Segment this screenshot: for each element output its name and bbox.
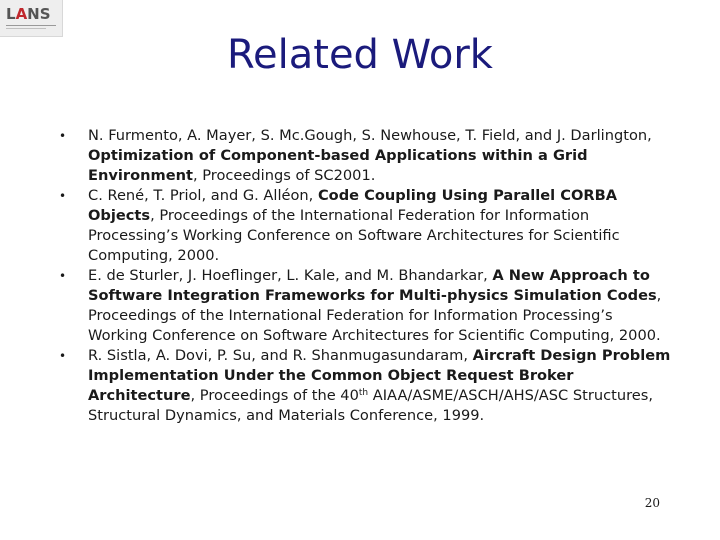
reference-authors: R. Sistla, A. Dovi, P. Su, and R. Shanmugasundaram,	[88, 347, 473, 364]
logo-wordmark	[6, 5, 51, 23]
logo-underline	[6, 25, 56, 26]
logo-letter-a: A	[15, 5, 28, 23]
reference-venue-continued: AIAA/ASME/ASCH/AHS/ASC Structures, Structural Dynamics, and Materials Conference, 1999.	[88, 387, 653, 424]
logo-letters-ns: NS	[27, 5, 51, 23]
reference-title: Aircraft Design Problem Implementation Under the Common Object Request Broker Architecture	[88, 347, 671, 404]
reference-title: Optimization of Component-based Applications within a Grid Environment	[88, 147, 588, 184]
bullet: •	[59, 349, 67, 363]
bullet: •	[59, 189, 67, 203]
reference-venue: , Proceedings of the International Federation for Information Processing’s Working Conference on Software Architectures for Scientific Computing, 2000.	[88, 207, 620, 264]
reference-item	[52, 126, 672, 186]
slide-title: Related Work	[227, 32, 493, 78]
reference-venue: , Proceedings of the International Federation for Information Processing’s Working Conference on Software Architectures for Scientific Computing, 2000.	[88, 287, 662, 344]
reference-authors: N. Furmento, A. Mayer, S. Mc.Gough, S. Newhouse, T. Field, and J. Darlington,	[88, 127, 652, 144]
bullet: •	[59, 269, 67, 283]
reference-authors: C. René, T. Priol, and G. Alléon,	[88, 187, 318, 204]
reference-title: A New Approach to Software Integration Frameworks for Multi-physics Simulation Codes	[88, 267, 657, 304]
logo-letter-l: L	[6, 5, 16, 23]
logo-subline	[6, 28, 46, 29]
reference-list	[52, 126, 672, 426]
reference-title: Code Coupling Using Parallel CORBA Objects	[88, 187, 618, 224]
page-number: 20	[644, 496, 660, 510]
reference-authors: E. de Sturler, J. Hoeflinger, L. Kale, and M. Bhandarkar,	[88, 267, 493, 284]
bullet: •	[59, 129, 67, 143]
reference-venue: , Proceedings of the 40	[190, 387, 359, 404]
ordinal-suffix: th	[358, 388, 369, 398]
reference-item	[52, 346, 672, 426]
reference-venue: , Proceedings of SC2001.	[192, 167, 376, 184]
reference-item	[52, 186, 672, 266]
reference-item	[52, 266, 672, 346]
